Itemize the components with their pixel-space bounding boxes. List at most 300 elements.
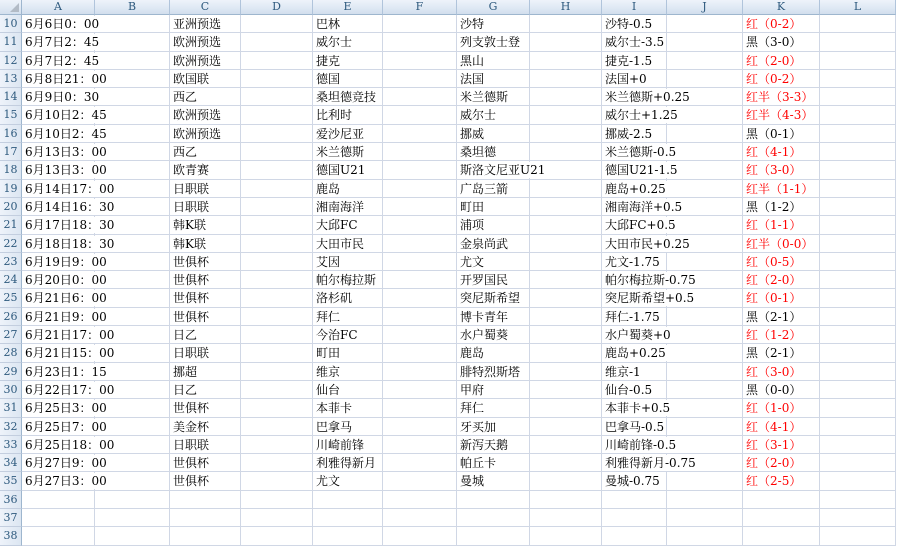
cell-F34[interactable] (383, 454, 457, 472)
cell-A29[interactable] (22, 363, 107, 381)
cell-I21[interactable] (602, 216, 676, 234)
cell-C33[interactable] (170, 436, 241, 454)
cell-L11[interactable] (820, 33, 896, 51)
cell-J38[interactable] (667, 527, 743, 545)
cell-K15[interactable] (743, 106, 820, 124)
cell-L19[interactable] (820, 180, 896, 198)
cell-H13[interactable] (530, 70, 602, 88)
cell-D20[interactable] (241, 198, 313, 216)
cell-G31[interactable] (457, 399, 530, 417)
cell-G21[interactable] (457, 216, 530, 234)
cell-J12[interactable] (667, 52, 743, 70)
cell-E33[interactable] (313, 436, 383, 454)
cell-K23[interactable] (743, 253, 820, 271)
cell-G11[interactable] (457, 33, 530, 51)
column-header-D[interactable]: D (241, 0, 313, 15)
cell-C16[interactable] (170, 125, 241, 143)
cell-H16[interactable] (530, 125, 602, 143)
cell-H33[interactable] (530, 436, 602, 454)
cell-I20[interactable] (602, 198, 683, 216)
cell-J19[interactable] (667, 180, 743, 198)
cell-D28[interactable] (241, 344, 313, 362)
cell-L24[interactable] (820, 271, 896, 289)
cell-A28[interactable] (22, 344, 115, 362)
row-header-37[interactable]: 37 (0, 509, 22, 527)
cell-D22[interactable] (241, 235, 313, 253)
cell-K13[interactable] (743, 70, 820, 88)
cell-L18[interactable] (820, 161, 896, 179)
cell-L22[interactable] (820, 235, 896, 253)
cell-A13[interactable] (22, 70, 107, 88)
cell-E35[interactable] (313, 472, 383, 490)
cell-G20[interactable] (457, 198, 530, 216)
cell-I30[interactable] (602, 381, 667, 399)
cell-H23[interactable] (530, 253, 602, 271)
row-header-10[interactable]: 10 (0, 15, 22, 33)
cell-B38[interactable] (95, 527, 170, 545)
row-header-30[interactable]: 30 (0, 381, 22, 399)
cell-A14[interactable] (22, 88, 100, 106)
cell-I29[interactable] (602, 363, 667, 381)
cell-G24[interactable] (457, 271, 530, 289)
cell-H25[interactable] (530, 289, 602, 307)
cell-F16[interactable] (383, 125, 457, 143)
cell-D26[interactable] (241, 308, 313, 326)
cell-I15[interactable] (602, 106, 678, 124)
column-header-I[interactable]: I (602, 0, 667, 15)
row-header-14[interactable]: 14 (0, 88, 22, 106)
cell-J23[interactable] (667, 253, 743, 271)
cell-B11[interactable] (95, 33, 170, 51)
cell-I34[interactable] (602, 454, 696, 472)
row-header-33[interactable]: 33 (0, 436, 22, 454)
cell-D19[interactable] (241, 180, 313, 198)
column-header-A[interactable]: A (22, 0, 95, 15)
cell-H12[interactable] (530, 52, 602, 70)
cell-E11[interactable] (313, 33, 383, 51)
cell-G22[interactable] (457, 235, 530, 253)
cell-G15[interactable] (457, 106, 530, 124)
column-header-F[interactable]: F (383, 0, 457, 15)
cell-A20[interactable] (22, 198, 115, 216)
cell-H26[interactable] (530, 308, 602, 326)
column-header-L[interactable]: L (820, 0, 896, 15)
cell-H36[interactable] (530, 491, 602, 509)
row-header-29[interactable]: 29 (0, 363, 22, 381)
cell-J13[interactable] (667, 70, 743, 88)
cell-A15[interactable] (22, 106, 107, 124)
row-header-25[interactable]: 25 (0, 289, 22, 307)
cell-E25[interactable] (313, 289, 383, 307)
cell-C32[interactable] (170, 418, 241, 436)
row-header-20[interactable]: 20 (0, 198, 22, 216)
cell-J36[interactable] (667, 491, 743, 509)
cell-L12[interactable] (820, 52, 896, 70)
cell-L33[interactable] (820, 436, 896, 454)
cell-J21[interactable] (667, 216, 743, 234)
column-header-K[interactable]: K (743, 0, 820, 15)
cell-K22[interactable] (743, 235, 820, 253)
cell-A18[interactable] (22, 161, 107, 179)
cell-K14[interactable] (743, 88, 820, 106)
cell-C29[interactable] (170, 363, 241, 381)
cell-K18[interactable] (743, 161, 820, 179)
cell-C25[interactable] (170, 289, 241, 307)
cell-L35[interactable] (820, 472, 896, 490)
cell-E29[interactable] (313, 363, 383, 381)
cell-I13[interactable] (602, 70, 667, 88)
cell-H30[interactable] (530, 381, 602, 399)
cell-B36[interactable] (95, 491, 170, 509)
row-header-19[interactable]: 19 (0, 180, 22, 198)
cell-D25[interactable] (241, 289, 313, 307)
cell-L34[interactable] (820, 454, 896, 472)
cell-G36[interactable] (457, 491, 530, 509)
cell-H28[interactable] (530, 344, 602, 362)
row-header-12[interactable]: 12 (0, 52, 22, 70)
cell-G28[interactable] (457, 344, 530, 362)
cell-K17[interactable] (743, 143, 820, 161)
cell-J27[interactable] (667, 326, 743, 344)
cell-F19[interactable] (383, 180, 457, 198)
cell-F30[interactable] (383, 381, 457, 399)
cell-C18[interactable] (170, 161, 241, 179)
cell-F37[interactable] (383, 509, 457, 527)
cell-C19[interactable] (170, 180, 241, 198)
cell-F10[interactable] (383, 15, 457, 33)
cell-J37[interactable] (667, 509, 743, 527)
cell-L38[interactable] (820, 527, 896, 545)
cell-I19[interactable] (602, 180, 667, 198)
cell-J32[interactable] (667, 418, 743, 436)
cell-H17[interactable] (530, 143, 602, 161)
cell-E19[interactable] (313, 180, 383, 198)
row-header-15[interactable]: 15 (0, 106, 22, 124)
cell-A17[interactable] (22, 143, 107, 161)
cell-F23[interactable] (383, 253, 457, 271)
cell-C28[interactable] (170, 344, 241, 362)
cell-K36[interactable] (743, 491, 820, 509)
cell-G19[interactable] (457, 180, 530, 198)
cell-I22[interactable] (602, 235, 690, 253)
cell-E32[interactable] (313, 418, 383, 436)
cell-G34[interactable] (457, 454, 530, 472)
cell-E17[interactable] (313, 143, 383, 161)
cell-K32[interactable] (743, 418, 820, 436)
cell-F35[interactable] (383, 472, 457, 490)
cell-J31[interactable] (667, 399, 743, 417)
cell-D17[interactable] (241, 143, 313, 161)
cell-E16[interactable] (313, 125, 383, 143)
cell-C37[interactable] (170, 509, 241, 527)
cell-I12[interactable] (602, 52, 667, 70)
cell-F15[interactable] (383, 106, 457, 124)
cell-J35[interactable] (667, 472, 743, 490)
column-header-H[interactable]: H (530, 0, 602, 15)
cell-F17[interactable] (383, 143, 457, 161)
cell-I38[interactable] (602, 527, 667, 545)
cell-A35[interactable] (22, 472, 107, 490)
cell-F38[interactable] (383, 527, 457, 545)
cell-K20[interactable] (743, 198, 820, 216)
cell-I25[interactable] (602, 289, 695, 307)
cell-H27[interactable] (530, 326, 602, 344)
cell-E12[interactable] (313, 52, 383, 70)
cell-L30[interactable] (820, 381, 896, 399)
cell-I23[interactable] (602, 253, 667, 271)
cell-K34[interactable] (743, 454, 820, 472)
cell-D27[interactable] (241, 326, 313, 344)
cell-D31[interactable] (241, 399, 313, 417)
cell-C11[interactable] (170, 33, 241, 51)
cell-H21[interactable] (530, 216, 602, 234)
cell-I18[interactable] (602, 161, 678, 179)
cell-K31[interactable] (743, 399, 820, 417)
cell-H38[interactable] (530, 527, 602, 545)
cell-C35[interactable] (170, 472, 241, 490)
column-header-J[interactable]: J (667, 0, 743, 15)
cell-F12[interactable] (383, 52, 457, 70)
cell-F26[interactable] (383, 308, 457, 326)
cell-D21[interactable] (241, 216, 313, 234)
column-header-C[interactable]: C (170, 0, 241, 15)
cell-H32[interactable] (530, 418, 602, 436)
cell-L16[interactable] (820, 125, 896, 143)
cell-E26[interactable] (313, 308, 383, 326)
cell-F13[interactable] (383, 70, 457, 88)
cell-E27[interactable] (313, 326, 383, 344)
row-header-11[interactable]: 11 (0, 33, 22, 51)
cell-A37[interactable] (22, 509, 95, 527)
cell-I36[interactable] (602, 491, 667, 509)
cell-H22[interactable] (530, 235, 602, 253)
cell-H15[interactable] (530, 106, 602, 124)
cell-G25[interactable] (457, 289, 530, 307)
cell-L36[interactable] (820, 491, 896, 509)
cell-E36[interactable] (313, 491, 383, 509)
cell-A11[interactable] (22, 33, 100, 51)
cell-C20[interactable] (170, 198, 241, 216)
cell-C17[interactable] (170, 143, 241, 161)
cell-G23[interactable] (457, 253, 530, 271)
cell-G13[interactable] (457, 70, 530, 88)
cell-E22[interactable] (313, 235, 383, 253)
cell-G29[interactable] (457, 363, 530, 381)
cell-F36[interactable] (383, 491, 457, 509)
cell-I35[interactable] (602, 472, 667, 490)
cell-J26[interactable] (667, 308, 743, 326)
cell-J28[interactable] (667, 344, 743, 362)
cell-F27[interactable] (383, 326, 457, 344)
cell-D18[interactable] (241, 161, 313, 179)
row-header-24[interactable]: 24 (0, 271, 22, 289)
cell-E13[interactable] (313, 70, 383, 88)
row-header-23[interactable]: 23 (0, 253, 22, 271)
cell-J33[interactable] (667, 436, 743, 454)
cell-E15[interactable] (313, 106, 383, 124)
cell-D29[interactable] (241, 363, 313, 381)
cell-C10[interactable] (170, 15, 241, 33)
cell-L10[interactable] (820, 15, 896, 33)
cell-H34[interactable] (530, 454, 602, 472)
cell-I33[interactable] (602, 436, 677, 454)
cell-G14[interactable] (457, 88, 530, 106)
cell-B14[interactable] (95, 88, 170, 106)
cell-C36[interactable] (170, 491, 241, 509)
cell-G12[interactable] (457, 52, 530, 70)
cell-K10[interactable] (743, 15, 820, 33)
cell-G26[interactable] (457, 308, 530, 326)
cell-J17[interactable] (667, 143, 743, 161)
cell-E24[interactable] (313, 271, 383, 289)
cell-E37[interactable] (313, 509, 383, 527)
cell-A34[interactable] (22, 454, 107, 472)
cell-A31[interactable] (22, 399, 107, 417)
cell-K19[interactable] (743, 180, 820, 198)
cell-D12[interactable] (241, 52, 313, 70)
cell-I31[interactable] (602, 399, 671, 417)
cell-F25[interactable] (383, 289, 457, 307)
cell-G18[interactable] (457, 161, 546, 179)
cell-A24[interactable] (22, 271, 107, 289)
cell-C27[interactable] (170, 326, 241, 344)
cell-I32[interactable] (602, 418, 667, 436)
cell-L25[interactable] (820, 289, 896, 307)
cell-K28[interactable] (743, 344, 820, 362)
cell-A27[interactable] (22, 326, 115, 344)
row-header-31[interactable]: 31 (0, 399, 22, 417)
cell-C31[interactable] (170, 399, 241, 417)
cell-F24[interactable] (383, 271, 457, 289)
cell-B10[interactable] (95, 15, 170, 33)
row-header-35[interactable]: 35 (0, 472, 22, 490)
row-header-32[interactable]: 32 (0, 418, 22, 436)
cell-L21[interactable] (820, 216, 896, 234)
cell-H35[interactable] (530, 472, 602, 490)
cell-I37[interactable] (602, 509, 667, 527)
cell-K38[interactable] (743, 527, 820, 545)
cell-K21[interactable] (743, 216, 820, 234)
cell-K26[interactable] (743, 308, 820, 326)
cell-F33[interactable] (383, 436, 457, 454)
cell-D16[interactable] (241, 125, 313, 143)
select-all-corner[interactable] (0, 0, 22, 15)
cell-D35[interactable] (241, 472, 313, 490)
cell-E30[interactable] (313, 381, 383, 399)
column-header-E[interactable]: E (313, 0, 383, 15)
cell-D13[interactable] (241, 70, 313, 88)
cell-L13[interactable] (820, 70, 896, 88)
row-header-28[interactable]: 28 (0, 344, 22, 362)
cell-I28[interactable] (602, 344, 667, 362)
row-header-36[interactable]: 36 (0, 491, 22, 509)
cell-J11[interactable] (667, 33, 743, 51)
cell-D32[interactable] (241, 418, 313, 436)
cell-H10[interactable] (530, 15, 602, 33)
cell-A32[interactable] (22, 418, 107, 436)
cell-H24[interactable] (530, 271, 602, 289)
cell-H29[interactable] (530, 363, 602, 381)
cell-G35[interactable] (457, 472, 530, 490)
cell-L31[interactable] (820, 399, 896, 417)
cell-B12[interactable] (95, 52, 170, 70)
cell-I27[interactable] (602, 326, 671, 344)
cell-K24[interactable] (743, 271, 820, 289)
row-header-26[interactable]: 26 (0, 308, 22, 326)
cell-D33[interactable] (241, 436, 313, 454)
cell-L23[interactable] (820, 253, 896, 271)
cell-L37[interactable] (820, 509, 896, 527)
cell-E14[interactable] (313, 88, 383, 106)
cell-K27[interactable] (743, 326, 820, 344)
cell-G17[interactable] (457, 143, 530, 161)
cell-D15[interactable] (241, 106, 313, 124)
cell-L29[interactable] (820, 363, 896, 381)
cell-H19[interactable] (530, 180, 602, 198)
cell-J29[interactable] (667, 363, 743, 381)
row-header-34[interactable]: 34 (0, 454, 22, 472)
cell-F31[interactable] (383, 399, 457, 417)
cell-E23[interactable] (313, 253, 383, 271)
cell-E20[interactable] (313, 198, 383, 216)
cell-D10[interactable] (241, 15, 313, 33)
cell-A22[interactable] (22, 235, 115, 253)
cell-I26[interactable] (602, 308, 667, 326)
cell-C34[interactable] (170, 454, 241, 472)
cell-D36[interactable] (241, 491, 313, 509)
cell-A12[interactable] (22, 52, 100, 70)
cell-D11[interactable] (241, 33, 313, 51)
cell-G32[interactable] (457, 418, 530, 436)
cell-A36[interactable] (22, 491, 95, 509)
column-header-B[interactable]: B (95, 0, 170, 15)
row-header-27[interactable]: 27 (0, 326, 22, 344)
cell-I11[interactable] (602, 33, 667, 51)
cell-F11[interactable] (383, 33, 457, 51)
cell-L17[interactable] (820, 143, 896, 161)
cell-F21[interactable] (383, 216, 457, 234)
cell-L20[interactable] (820, 198, 896, 216)
cell-K29[interactable] (743, 363, 820, 381)
cell-D23[interactable] (241, 253, 313, 271)
cell-I10[interactable] (602, 15, 667, 33)
cell-L15[interactable] (820, 106, 896, 124)
cell-G38[interactable] (457, 527, 530, 545)
cell-A10[interactable] (22, 15, 100, 33)
cell-H37[interactable] (530, 509, 602, 527)
cell-K16[interactable] (743, 125, 820, 143)
cell-C38[interactable] (170, 527, 241, 545)
cell-K25[interactable] (743, 289, 820, 307)
cell-A21[interactable] (22, 216, 115, 234)
cell-A25[interactable] (22, 289, 107, 307)
cell-F28[interactable] (383, 344, 457, 362)
cell-H11[interactable] (530, 33, 602, 51)
cell-K11[interactable] (743, 33, 820, 51)
cell-E34[interactable] (313, 454, 383, 472)
cell-D24[interactable] (241, 271, 313, 289)
cell-D34[interactable] (241, 454, 313, 472)
cell-A16[interactable] (22, 125, 107, 143)
row-header-16[interactable]: 16 (0, 125, 22, 143)
column-header-G[interactable]: G (457, 0, 530, 15)
cell-K35[interactable] (743, 472, 820, 490)
cell-A23[interactable] (22, 253, 107, 271)
cell-H20[interactable] (530, 198, 602, 216)
cell-F22[interactable] (383, 235, 457, 253)
cell-L14[interactable] (820, 88, 896, 106)
row-header-13[interactable]: 13 (0, 70, 22, 88)
